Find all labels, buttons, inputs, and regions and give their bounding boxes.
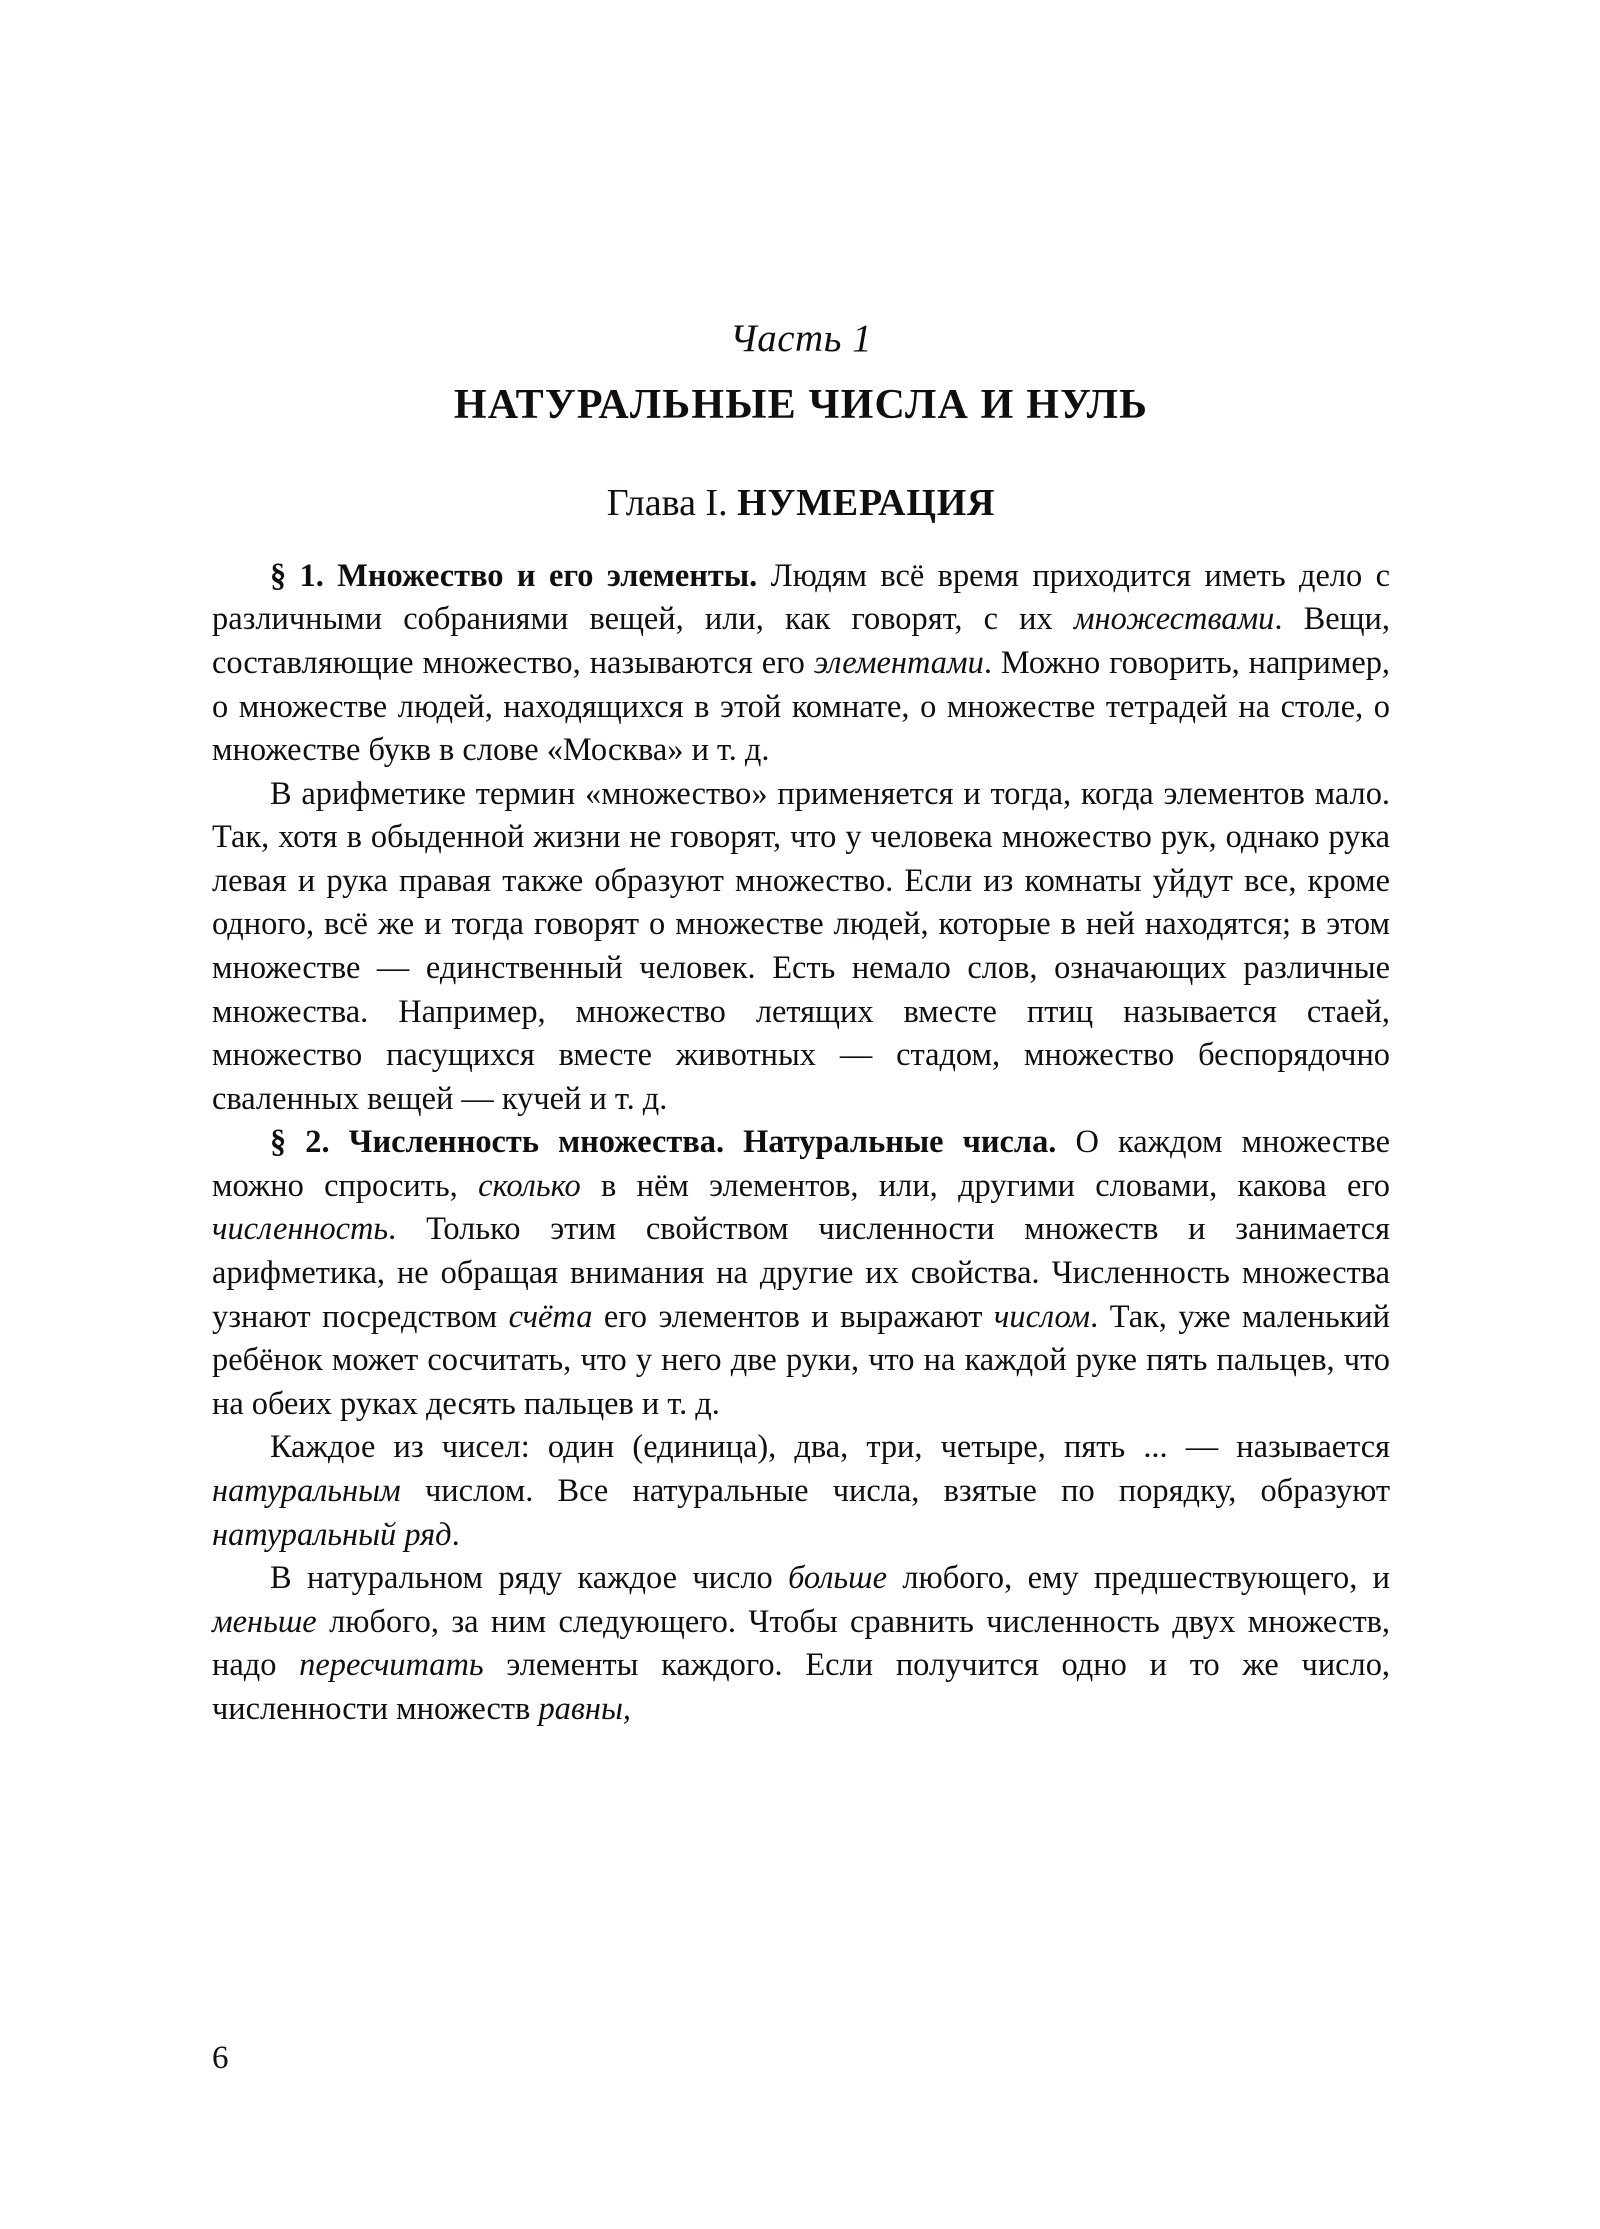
emphasis-text: элементами xyxy=(813,644,984,681)
emphasis-text: натуральным xyxy=(212,1472,401,1509)
plain-text: любого, ему предшествующего, и xyxy=(887,1560,1391,1597)
plain-text: . Вещи, составляющие множество, называются его xyxy=(212,601,1390,681)
emphasis-text: меньше xyxy=(212,1603,317,1640)
plain-text: его элементов и выражают xyxy=(592,1298,994,1335)
plain-text: . xyxy=(451,1516,460,1553)
plain-text: элементы каждого. Если получится одно и то же число, численности множеств xyxy=(212,1647,1390,1727)
emphasis-text: числом xyxy=(993,1298,1091,1335)
plain-text: В арифметике термин «множество» применяется и тогда, когда элементов мало. Так, хотя в обыденной жизни не говорят, что у человека множество рук, однако рука левая и рука правая также образуют множество. Если из комнаты уйдут все, кроме одного, всё же и тогда говорят о множестве людей, которые в ней находятся; в этом множестве — единственный человек. Есть немало слов, означающих различные множества. Например, множество летящих вместе птиц называется стаей, множество пасущихся вместе животных — стадом, множество беспорядочно сваленных вещей — кучей и т. д. xyxy=(212,775,1390,1117)
chapter-heading xyxy=(212,481,1390,527)
plain-text: числом. Все натуральные числа, взятые по порядку, образуют xyxy=(400,1472,1390,1509)
page-text-block xyxy=(212,318,1390,1731)
paragraph xyxy=(212,1426,1390,1557)
paragraph xyxy=(212,1557,1390,1731)
part-label: Часть 1 xyxy=(729,317,873,360)
emphasis-text: численность xyxy=(212,1211,389,1248)
emphasis-text: натуральный ряд xyxy=(212,1516,452,1553)
paragraph xyxy=(212,1121,1390,1426)
plain-text: О каждом множестве можно спросить, xyxy=(212,1124,1391,1204)
emphasis-text: множествами xyxy=(1073,601,1275,638)
body-text xyxy=(212,555,1390,1732)
emphasis-text: пересчитать xyxy=(299,1647,484,1684)
paragraph xyxy=(212,555,1390,773)
plain-text: в нём элементов, или, другими словами, какова его xyxy=(580,1167,1390,1204)
chapter-number-label: Глава I. xyxy=(606,482,728,525)
plain-text: . Можно говорить, например, о множестве людей, находящихся в этой комнате, о множестве тетрадей на столе, о множестве букв в слове «Москва» и т. д. xyxy=(212,644,1390,769)
chapter-name-label: НУМЕРАЦИЯ xyxy=(737,482,996,525)
plain-text: . Только этим свойством численности множеств и занимается арифметика, не обращая внимания на другие их свойства. Численность множества узнают посредством xyxy=(212,1211,1390,1335)
plain-text: Людям всё время приходится иметь дело с различными собраниями вещей, или, как говорят, с их xyxy=(212,557,1391,638)
part-title: НАТУРАЛЬНЫЕ ЧИСЛА И НУЛЬ xyxy=(453,381,1149,428)
section-heading: § 1. Множество и его элементы. xyxy=(270,557,758,594)
paragraph xyxy=(212,773,1390,1122)
plain-text: . Так, уже маленький ребёнок может сосчитать, что у него две руки, что на каждой руке пять пальцев, что на обеих руках десять пальцев и т. д. xyxy=(212,1298,1390,1422)
section-heading: § 2. Численность множества. Натуральные числа. xyxy=(270,1124,1057,1161)
emphasis-text: равны, xyxy=(538,1690,632,1727)
page-number: 6 xyxy=(212,2040,229,2076)
plain-text: Каждое из чисел: один (единица), два, три, четыре, пять ... — называется xyxy=(270,1429,1390,1466)
emphasis-text: сколько xyxy=(478,1167,581,1204)
plain-text: В натуральном ряду каждое число xyxy=(270,1560,789,1597)
emphasis-text: больше xyxy=(788,1560,888,1597)
emphasis-text: счёта xyxy=(508,1298,593,1335)
plain-text: любого, за ним следующего. Чтобы сравнить численность двух множеств, надо xyxy=(212,1603,1390,1684)
